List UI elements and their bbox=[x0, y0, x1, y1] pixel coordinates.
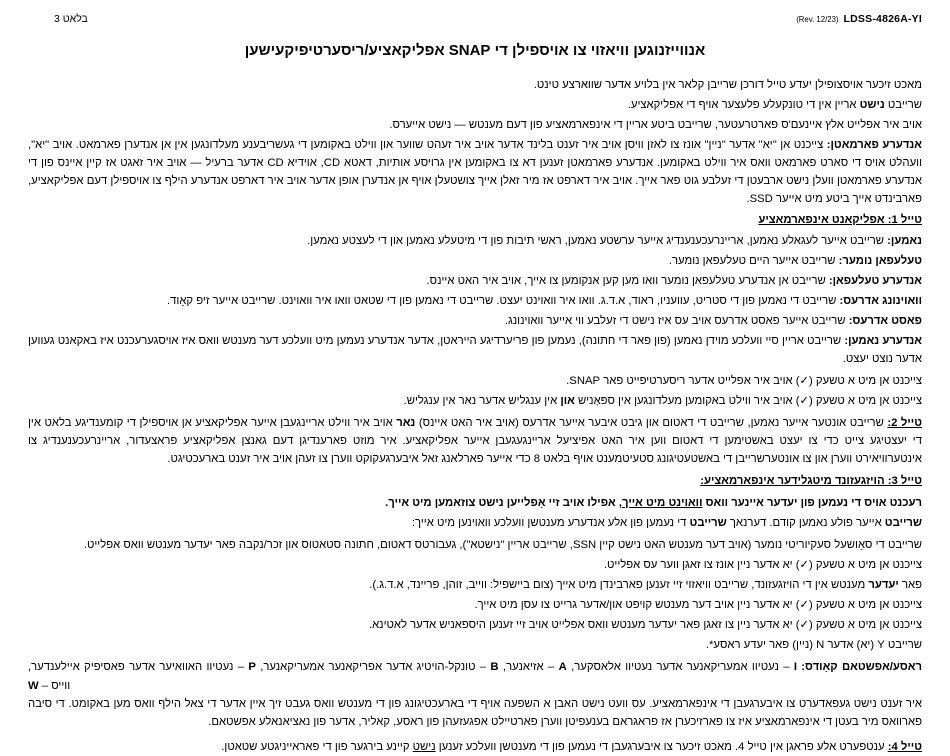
part2-paragraph: טייל 2: שרייבט אונטער אייער נאמען, שרייבט די דאטום און גיבט איבער אייער אדרעס (אויב איר האט איינס) נאר אויב איר ווילט אריינגעבן אייער אפליקאציע אן אויספילן די קומענדיגע בלאט אין די יעצטיגע צייט כדי צו יעצט באשטימען די דאטום ווען איר האט אפיציעל אריינגעגעבן אייער אפליקאציע. איר מוזט פארענדיגן דעם גאנצן אפליקאציע פראצעדור, אריינרעכענענדיג צו אינטערוויאירט ווערן און צו אונטערשרייבן די באשטעטיגונג סטעיטמענט אויף בלאט 8 כדי אייער פארלאנג זאל איבערגעקוקט ווערן צו זעהן אויב איר זענט בארעכטיגט. bbox=[28, 417, 922, 465]
other-phone-line: אנדערע טעלעפאן: שרייבט אן אנדערע טעלעפאן נומער וואו מען קען אנקומען צו אייך, אויב איר האט איינס. bbox=[426, 275, 922, 287]
intro-ink-line: מאכט זיכער אויסצופילן יעדע טייל דורכן שרייבן קלאר אין בלויע אדער שווארצע טינט. bbox=[533, 79, 922, 91]
write-full-name-line: שרייבט אייער פולע נאמען קודם. דערנאך שרייבט די נעמען פון אלע אנדערע מענטשן וועלכע וואוינען מיט אייך: bbox=[411, 517, 922, 529]
intro-dark-areas-line: שרייבט נישט אריין אין די טונקעלע פלעצער אויף די אפליקאציע. bbox=[627, 99, 922, 111]
list-everyone-line: רעכנט אויס די נעמען פון יעדער איינער וואס וואוינט מיט אייך, אפילו אויב זיי אָפלייען נישט צוזאמען מיט אייך. bbox=[385, 497, 922, 509]
intro-representative-line: אויב איר אפלייט אלץ איינעם'ס פארטרעטער, שרייבט ביטע אריין די אינפארמאציע פון דעם מענטש — נישט אייערס. bbox=[389, 119, 922, 131]
check-hispanic-line: צייכנט אן מיט א טשעק (✓) יא אדער ניין צו זאגן פאר יעדער מענטש וואס אפלייט אויב זיי זענען היספאניש אדער לאטינא. bbox=[368, 619, 922, 631]
form-reference bbox=[796, 13, 922, 25]
other-formats-paragraph: אנדערע פארמאטן: צייכנט אן "יא" אדער "ניין" אונז צו לאזן וויסן אויב איר זענט בלינד אדער אויב איר זעהט שווער און ווילט באקומען די געשריבענע מעלדונגען אין אן אנדערן פארמאט. אויב "יא", וועהלט אויס די סארט פארמאט וואס איר ווילט באקומען. אנדערע פארמאטן זענען דא צו באקומען אין גרויסע אותיות, דאטא CD, אוידיא CD אדער ברעיל — אויב איר זאגט אז קיין איינס פון די אנדערע פארמאטן וועלן נישט ארבעטן די זעלבע גוט פאר אייך. אויב איר דארפט אז מיר זאלן אייך צושטעלן אויף אן אנדערן אופן אדער אויב איר דארפט אנדערע הילף צו אויספילן דעם אפליקאציע, פארבינדט אייך ביטע מיט אייער SSD. bbox=[28, 139, 923, 205]
part3-heading: טייל 3: הויזגעזונד מיטגלידער אינפארמאציע: bbox=[700, 475, 922, 487]
part4-paragraph: טייל 4: ענטפערט אלע פראגן אין טייל 4. מאכט זיכער צו איבערגעבן די נעמען פון די מענטשן וועלכע זענען נישט קיינע בירגער פון די פאראייניגטע שטאטן. bbox=[221, 741, 922, 753]
race-note-paragraph: איר זענט נישט געפאדערט צו איבערגעבן די אינפארמאציע. עס וועט נישט האבן א השפעה אויף די בארעכטיגונג פון די מענטש וואס געבט זיך איין אדער די צאל הילף וואס מען באקומט. די סיבה פארוואס מיר בעטן די אינפארמאציע איז צו פארזיכערן אז פראגראם בענעפיטן ווערן פארטיילט אפגעזעהן פון ראסע, קאליר, אדער פון נאציאנאלע אפשטאם. bbox=[28, 698, 922, 728]
form-id: LDSS-4826A-YI bbox=[843, 13, 922, 25]
phone-line: טעלעפאן נומער: שרייבט אייער היים טעלעפאן נומער. bbox=[668, 255, 922, 267]
race-codes-line: ראסע/אפשטאם קאָודס: I – נעטיוו אמעריקאנער אדער נעטיוו אלאסקער, A – אזיאנער, B – טונקל-הויטיג אדער אפריקאנער אמעריקאנער, P – נעטיוו האוואיער אדער פאסיפיק איילענדער, bbox=[28, 661, 922, 673]
part1-heading: טייל 1: אפליקאנט אינפארמאציע bbox=[758, 214, 922, 226]
form-revision: (Rev. 12/23) bbox=[796, 15, 839, 24]
residence-address-line: וואוינונג אדרעס: שרייבט די נאמען פון די סטריט, עוועניו, ראוד, א.ד.ג. וואו איר וואוינט יעצט. שרייבט די נאמען פון די שטאט וואו איר וואוינט. שרייבט אייער זיפ קאָוד. bbox=[167, 295, 922, 307]
ssn-line: שרייבט די סאָושעל סעקיוריטי נומער (אויב דער מענטש האט נישט קיין SSN, שרייבט אריין "נישטא"), געבורטס דאטום, חתונה סטאטוס און זכר/נקבה פאר יעדער מענטש וואס אפלייט. bbox=[83, 539, 922, 551]
name-line: נאמען: שרייבט אייער לעגאלע נאמען, אריינרעכענענדיג אייער ערשטע נאמען, ראשי תיבות פון די מיטעלע נאמען און די לעצטע נאמען. bbox=[307, 235, 922, 247]
race-yn-line: שרייבט Y (יא) אדער N (ניין) פאר יעדע ראסע*. bbox=[705, 639, 922, 651]
mailing-address-line: פאסט אדרעס: שרייבט אייער פאסט אדרעס אויב עס איז נישט די זעלבע ווי אייער וואוינונג. bbox=[504, 315, 922, 327]
check-who-applies-line: צייכנט אן מיט א טשעק (✓) יא אדער ניין אונז צו זאגן ווער עס אפלייט. bbox=[603, 559, 922, 571]
check-apply-snap-line: צייכנט אן מיט א טשעק (✓) אויב איר אפלייט אדער ריסערטיפייט פאר SNAP. bbox=[566, 375, 922, 387]
relationship-line: פאר יעדער מענטש אין די הויזגעזונד, שרייבט וויאזוי זיי זענען פארבינדן מיט אייך (צום ביישפיל: ווייב, זוהן, פריינד, א.ד.ג.). bbox=[369, 579, 922, 591]
other-names-paragraph: אנדערע נאמען: שרייבט אריין סיי וועלכע מוידן נאמען (פון פאר די חתונה), נעמען פון פריערדיגע הייראטן, אדער אנדערע נעמען מיט וועלכע דער מענטש וואס איז אויסגערעכנט איז באקאנט געווען אדער נוצט יעצט. bbox=[28, 335, 922, 365]
check-language-line: צייכנט אן מיט א טשעק (✓) אויב איר ווילט באקומען מעלדונגען אין ספּאַניש און אין ענגליש אדער נאר אין ענגליש. bbox=[403, 395, 922, 407]
page-number: בלאט 3 bbox=[54, 13, 88, 25]
page-title: אנווייזנוגען וויאזוי צו אויספילן די SNAP אפליקאציע/ריסערטיפיקעישען bbox=[244, 42, 706, 59]
page-header bbox=[28, 13, 922, 29]
check-buys-food-line: צייכנט אן מיט א טשעק (✓) יא אדער ניין אויב דער מענטש קויפט און/אדער גרייט צו עסן מיט אייך. bbox=[474, 599, 922, 611]
race-codes-overflow-line: W – ווייס bbox=[28, 680, 71, 692]
